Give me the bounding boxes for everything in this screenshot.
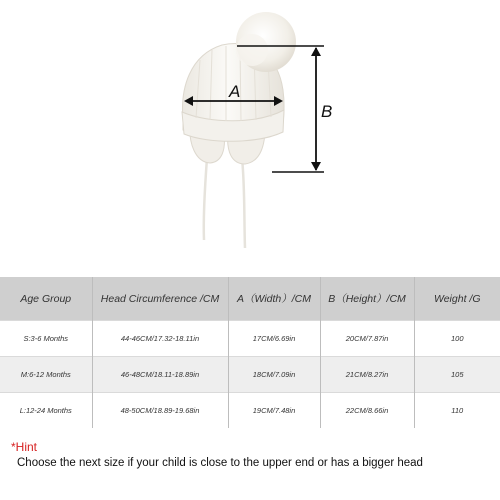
cell-height-b: 21CM/8.27in xyxy=(320,357,414,393)
header-width-a: A（Width）/CM xyxy=(228,277,320,321)
dimension-a-label: A xyxy=(229,82,241,101)
cell-width-a: 18CM/7.09in xyxy=(228,357,320,393)
left-tie-string xyxy=(204,158,207,240)
header-age-group: Age Group xyxy=(0,277,92,321)
cell-weight: 100 xyxy=(414,321,500,357)
cell-weight: 110 xyxy=(414,393,500,429)
hint-text: Choose the next size if your child is close to the upper end or has a bigger head xyxy=(17,457,423,469)
cell-age-group: M:6-12 Months xyxy=(0,357,92,393)
cell-height-b: 22CM/8.66in xyxy=(320,393,414,429)
header-weight: Weight /G xyxy=(414,277,500,321)
table-row xyxy=(0,321,500,357)
cell-head-circumference: 44-46CM/17.32-18.11in xyxy=(92,321,228,357)
cell-head-circumference: 48-50CM/18.89-19.68in xyxy=(92,393,228,429)
table-row xyxy=(0,357,500,393)
cell-width-a: 17CM/6.69in xyxy=(228,321,320,357)
cell-width-a: 19CM/7.48in xyxy=(228,393,320,429)
table-header-row xyxy=(0,277,500,321)
cell-head-circumference: 46-48CM/18.11-18.89in xyxy=(92,357,228,393)
table-row xyxy=(0,393,500,429)
header-height-b: B（Height）/CM xyxy=(320,277,414,321)
cell-weight: 105 xyxy=(414,357,500,393)
cell-age-group: S:3-6 Months xyxy=(0,321,92,357)
cell-height-b: 20CM/7.87in xyxy=(320,321,414,357)
hint-title: *Hint xyxy=(11,440,38,454)
dimension-b-label: B xyxy=(321,102,333,121)
right-tie-string xyxy=(242,158,245,248)
size-chart-table xyxy=(0,277,500,428)
cell-age-group: L:12-24 Months xyxy=(0,393,92,429)
header-head-circumference: Head Circumference /CM xyxy=(92,277,228,321)
